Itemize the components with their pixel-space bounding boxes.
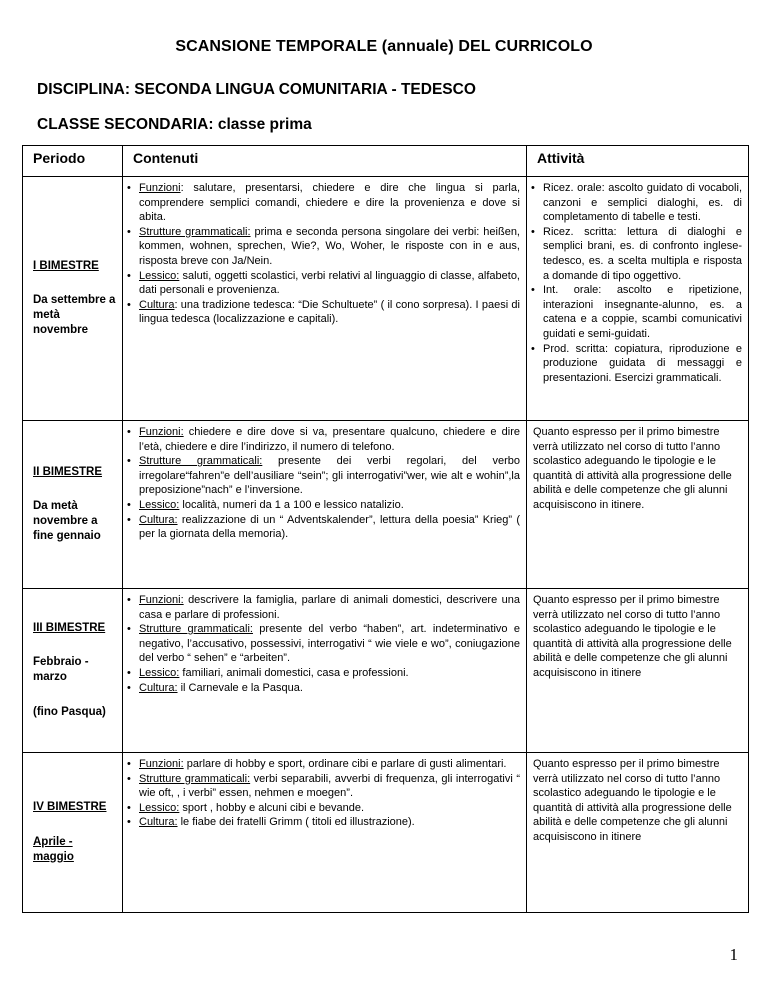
list-item <box>127 498 520 513</box>
list-item: • Ricez. scritta: lettura di dialoghi e semplici brani, es. di confronto inglese-tedesco, es. a scelta multipla e risposta a domande di tipo oggettivo. <box>531 225 742 283</box>
item-label: Lessico: <box>139 269 180 282</box>
item-text: parlare di hobby e sport, ordinare cibi e parlare di gusti alimentari. <box>183 758 507 770</box>
list-item <box>127 425 520 454</box>
contenuti-cell <box>123 753 527 913</box>
period-range: Febbraio - marzo <box>33 656 89 684</box>
item-label: Strutture grammaticali: <box>139 623 253 636</box>
list-item <box>127 593 520 622</box>
table-row <box>23 177 749 421</box>
attivita-cell <box>527 753 749 913</box>
attivita-text: Quanto espresso per il primo bimestre verrà utilizzato nel corso di tutto l’anno scolastico adeguando le tipologie e le quantità di attività alla progressione delle abilità e delle competenze che gli alunni acquisiscono in itinere <box>533 758 732 843</box>
list-item <box>127 622 520 666</box>
item-label: Cultura: <box>139 681 178 694</box>
list-item: • Ricez. orale: ascolto guidato di vocaboli, canzoni e semplici dialoghi, es. di completamento di tabelle e testi. <box>531 181 742 225</box>
period-range: Da settembre a metà novembre <box>33 294 116 337</box>
attivita-cell <box>527 421 749 589</box>
bimestre-label: I BIMESTRE <box>33 259 99 272</box>
item-text: località, numeri da 1 a 100 e lessico natalizio. <box>179 498 404 511</box>
attivita-cell <box>527 177 749 421</box>
list-item <box>127 181 520 225</box>
period-cell <box>23 177 123 421</box>
page-number: 1 <box>729 945 738 964</box>
period-note: (fino Pasqua) <box>33 706 106 719</box>
item-label: Funzioni: <box>139 758 184 770</box>
table-row <box>23 753 749 913</box>
class-heading: CLASSE SECONDARIA: classe prima <box>37 116 312 133</box>
table-row <box>23 421 749 589</box>
list-item: • Prod. scritta: copiatura, riproduzione e produzione guidata di messaggi e presentazioni. Esercizi grammaticali. <box>531 342 742 386</box>
list-item <box>127 801 520 816</box>
curriculum-table <box>22 145 749 913</box>
item-label: Funzioni: <box>139 594 184 606</box>
page-title: SCANSIONE TEMPORALE (annuale) DEL CURRICOLO <box>175 38 593 55</box>
item-label: Strutture grammaticali: <box>139 225 251 238</box>
item-label: Lessico: <box>139 498 180 511</box>
period-range: Aprile - maggio <box>33 835 74 863</box>
list-item <box>127 454 520 498</box>
period-range: Da metà novembre a fine gennaio <box>33 500 101 543</box>
item-text: verbi separabili, avverbi di frequenza, gli interrogativi “ wie oft, , i verbi” essen, nehmen e moegen”. <box>139 772 520 800</box>
item-text: il Carnevale e la Pasqua. <box>177 681 303 694</box>
period-cell <box>23 753 123 913</box>
item-label: Lessico: <box>139 801 180 814</box>
table-header-row <box>23 146 749 177</box>
bimestre-label: III BIMESTRE <box>33 621 106 634</box>
attivita-text: Quanto espresso per il primo bimestre verrà utilizzato nel corso di tutto l’anno scolastico adeguando le tipologie e le quantità di attività alla progressione delle abilità e delle competenze che gli alunni acquisiscono in itinere. <box>533 426 732 511</box>
item-text: : salutare, presentarsi, chiedere e dire che lingua si parla, comprendere semplici comandi, chiedere e dire la provenienza e dove si abita. <box>139 182 520 224</box>
item-text: realizzazione di un “ Adventskalender”, lettura della poesia” Krieg” ( per la giornata della memoria). <box>139 513 520 541</box>
contenuti-cell <box>123 177 527 421</box>
attivita-text: Quanto espresso per il primo bimestre verrà utilizzato nel corso di tutto l’anno scolastico adeguando le tipologie e le quantità di attività alla progressione delle abilità e delle competenze che gli alunni acquisiscono in itinere <box>533 594 732 679</box>
list-item <box>127 757 520 772</box>
item-text: familiari, animali domestici, casa e professioni. <box>179 666 409 679</box>
bimestre-label: II BIMESTRE <box>33 465 103 478</box>
item-text: descrivere la famiglia, parlare di animali domestici, descrivere una casa e parlare di professioni. <box>139 594 520 621</box>
list-item <box>127 772 520 801</box>
item-label: Funzioni <box>139 182 181 194</box>
table-row <box>23 589 749 753</box>
list-item <box>127 666 520 681</box>
item-label: Strutture grammaticali: <box>139 455 263 468</box>
item-label: Funzioni: <box>139 426 184 438</box>
header-attivita: Attività <box>527 146 749 177</box>
item-text: sport , hobby e alcuni cibi e bevande. <box>179 801 365 814</box>
list-item <box>127 269 520 298</box>
list-item <box>127 681 520 696</box>
item-text: presente del verbo “haben”, art. indeterminativo e negativo, l’accusativo, possessivi, interrogativi “ wie viele e wo”, coniugazione del verbo “ sehen” e “arbeiten”. <box>139 623 520 665</box>
discipline-heading: DISCIPLINA: SECONDA LINGUA COMUNITARIA - TEDESCO <box>37 81 476 98</box>
item-text: le fiabe dei fratelli Grimm ( titoli ed illustrazione). <box>177 816 415 829</box>
item-label: Strutture grammaticali: <box>139 772 251 785</box>
item-label: Cultura: <box>139 816 178 829</box>
period-cell <box>23 589 123 753</box>
contenuti-cell <box>123 421 527 589</box>
contenuti-cell <box>123 589 527 753</box>
list-item <box>127 225 520 269</box>
list-item <box>127 815 520 830</box>
item-label: Cultura <box>139 298 175 311</box>
item-text: chiedere e dire dove si va, presentare qualcuno, chiedere e dire l’età, chiedere e dire l’indirizzo, il numero di telefono. <box>139 426 520 453</box>
header-contenuti: Contenuti <box>123 146 527 177</box>
item-label: Lessico: <box>139 666 180 679</box>
attivita-cell <box>527 589 749 753</box>
list-item <box>127 298 520 327</box>
list-item: • Int. orale: ascolto e ripetizione, interazioni insegnante-alunno, es. a catena e a coppie, scambi comunicativi guidati e semi-guidati. <box>531 283 742 341</box>
bimestre-label: IV BIMESTRE <box>33 801 107 814</box>
header-periodo: Periodo <box>23 146 123 177</box>
item-label: Cultura: <box>139 513 178 526</box>
period-cell <box>23 421 123 589</box>
item-text: : una tradizione tedesca: “Die Schultuete” ( il cono sorpresa). I paesi di lingua tedesca (localizzazione e capitali). <box>139 298 520 326</box>
list-item <box>127 513 520 542</box>
item-text: presente dei verbi regolari, del verbo irregolare“fahren”e dell’ausiliare “sein”; gli interrogativi”wer, wie alt e wohin”,la preposizione”nach” e l’inversione. <box>139 455 520 497</box>
item-text: saluti, oggetti scolastici, verbi relativi al linguaggio di classe, alfabeto, dati personali e provenienza. <box>139 269 520 297</box>
item-text: prima e seconda persona singolare dei verbi: heißen, kommen, wohnen, sprechen, Wie?, Wo, Woher, le risposte con in e aus, risposta breve con Ja/Nein. <box>139 225 520 267</box>
